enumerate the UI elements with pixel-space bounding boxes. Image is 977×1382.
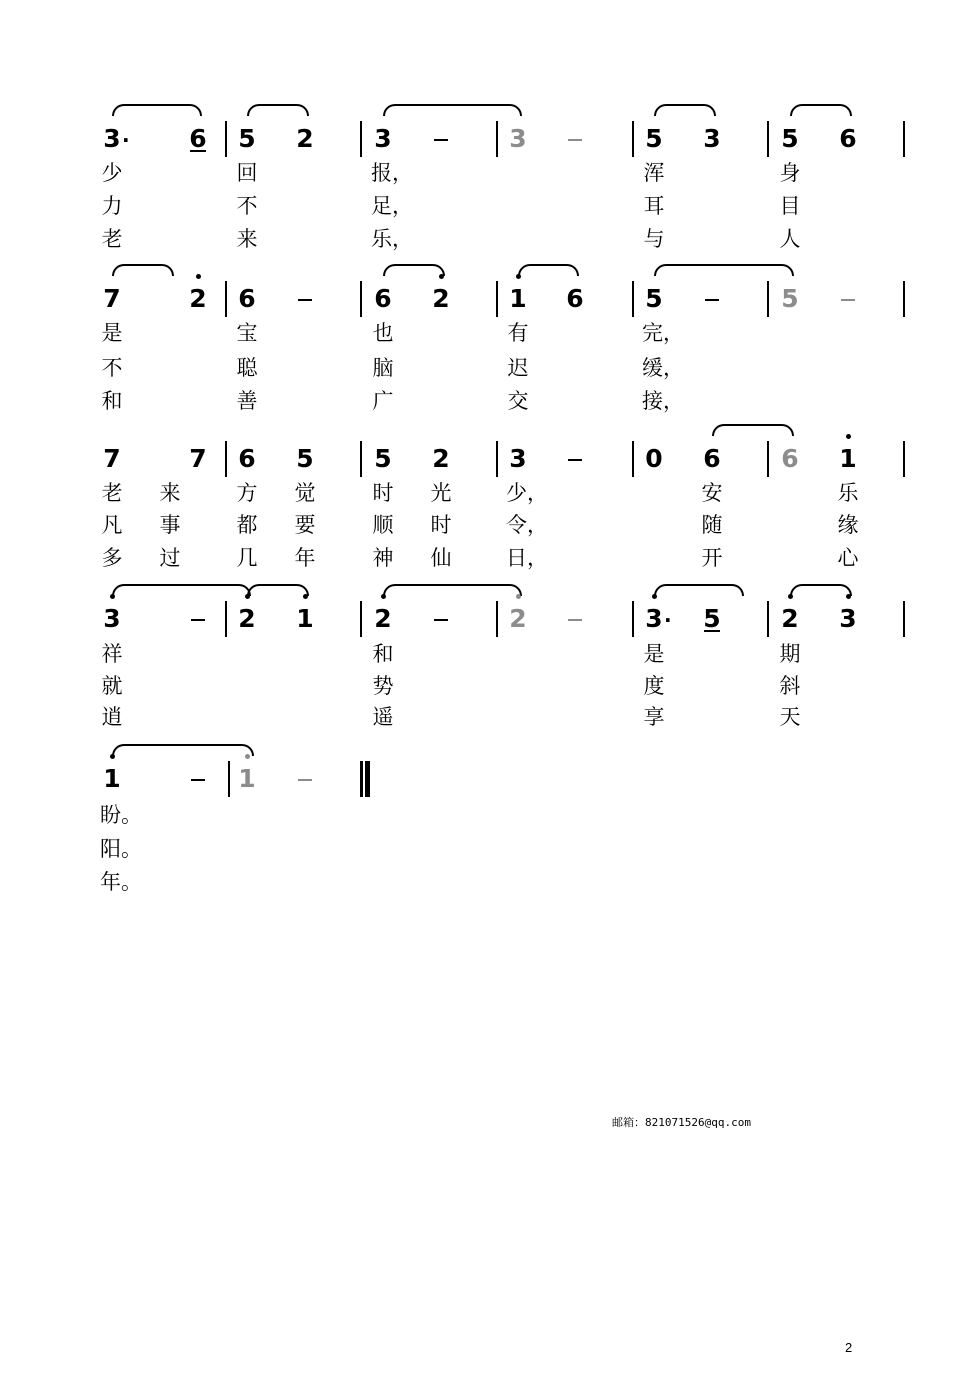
sustain-dash xyxy=(298,299,312,301)
bar-line xyxy=(632,281,634,317)
lyric-syllable: 报， xyxy=(371,161,413,185)
lyric-syllable: 浑 xyxy=(643,161,665,185)
bar-line xyxy=(496,441,498,477)
octave-dot xyxy=(846,594,851,599)
lyric-syllable: 都 xyxy=(236,513,258,537)
lyric-syllable: 随 xyxy=(701,513,723,537)
lyric-syllable: 心 xyxy=(837,546,859,570)
lyric-syllable: 斜 xyxy=(779,674,801,698)
octave-dot xyxy=(303,594,308,599)
octave-dot xyxy=(381,594,386,599)
augmentation-dot: · xyxy=(664,608,672,632)
lyric-syllable: 少， xyxy=(506,481,548,505)
note: 7 xyxy=(103,444,121,473)
lyric-syllable: 要 xyxy=(294,513,316,537)
octave-dot xyxy=(788,594,793,599)
lyric-syllable: 不 xyxy=(236,194,258,218)
note: 1 xyxy=(238,764,256,793)
octave-dot xyxy=(652,594,657,599)
bar-line xyxy=(360,121,362,157)
final-bar-thick xyxy=(365,761,370,797)
lyric-syllable: 时 xyxy=(372,481,394,505)
slur xyxy=(790,584,852,596)
lyric-syllable: 交 xyxy=(507,389,529,413)
note: 6 xyxy=(703,444,721,473)
lyric-syllable: 时 xyxy=(430,513,452,537)
lyric-syllable: 年。 xyxy=(100,870,142,894)
lyric-syllable: 脑 xyxy=(372,356,394,380)
note: 6 xyxy=(566,284,584,313)
lyric-syllable: 光 xyxy=(430,481,452,505)
bar-line xyxy=(225,601,227,637)
augmentation-dot: · xyxy=(122,128,130,152)
bar-line xyxy=(632,441,634,477)
note: 1 xyxy=(839,444,857,473)
lyric-syllable: 身 xyxy=(779,161,801,185)
lyric-syllable: 和 xyxy=(372,642,394,666)
octave-dot xyxy=(439,274,444,279)
note: 6 xyxy=(374,284,392,313)
bar-line xyxy=(632,121,634,157)
bar-line xyxy=(767,121,769,157)
lyric-syllable: 年 xyxy=(294,546,316,570)
lyric-syllable: 乐 xyxy=(837,481,859,505)
lyric-syllable: 有 xyxy=(507,321,529,345)
slur xyxy=(383,584,522,596)
sustain-dash xyxy=(841,299,855,301)
note: 0 xyxy=(645,444,663,473)
note: 3 xyxy=(509,444,527,473)
slur xyxy=(383,264,445,276)
slur xyxy=(247,104,309,116)
lyric-syllable: 老 xyxy=(101,481,123,505)
bar-line xyxy=(496,601,498,637)
octave-dot xyxy=(516,274,521,279)
note: 2 xyxy=(509,604,527,633)
note: 6 xyxy=(238,284,256,313)
lyric-syllable: 少 xyxy=(101,161,123,185)
footer-email: 邮箱：821071526@qq.com xyxy=(612,1116,751,1129)
note: 2 xyxy=(374,604,392,633)
note: 1 xyxy=(509,284,527,313)
slur xyxy=(383,104,522,116)
lyric-syllable: 来 xyxy=(159,481,181,505)
sustain-dash xyxy=(298,779,312,781)
lyric-syllable: 不 xyxy=(101,356,123,380)
lyric-syllable: 宝 xyxy=(236,321,258,345)
lyric-syllable: 也 xyxy=(372,321,394,345)
bar-line xyxy=(225,121,227,157)
note: 3 xyxy=(374,124,392,153)
octave-dot xyxy=(196,274,201,279)
lyric-syllable: 仙 xyxy=(430,546,452,570)
lyric-syllable: 阳。 xyxy=(100,837,142,861)
sustain-dash xyxy=(191,619,205,621)
lyric-syllable: 接， xyxy=(642,389,684,413)
lyric-syllable: 是 xyxy=(643,642,665,666)
note: 3 xyxy=(645,604,663,633)
bar-line xyxy=(496,121,498,157)
octave-dot xyxy=(245,594,250,599)
note: 6 xyxy=(839,124,857,153)
bar-line xyxy=(903,441,905,477)
sustain-dash xyxy=(568,619,582,621)
lyric-syllable: 目 xyxy=(779,194,801,218)
lyric-syllable: 聪 xyxy=(236,356,258,380)
sustain-dash xyxy=(705,299,719,301)
note: 1 xyxy=(296,604,314,633)
lyric-syllable: 觉 xyxy=(294,481,316,505)
lyric-syllable: 缓， xyxy=(642,356,684,380)
bar-line xyxy=(767,601,769,637)
lyric-syllable: 顺 xyxy=(372,513,394,537)
lyric-syllable: 日， xyxy=(506,546,548,570)
note: 2 xyxy=(432,284,450,313)
note: 5 xyxy=(645,284,663,313)
bar-line xyxy=(903,121,905,157)
note: 5 xyxy=(238,124,256,153)
lyric-syllable: 盼。 xyxy=(100,803,142,827)
lyric-syllable: 与 xyxy=(643,227,665,251)
lyric-syllable: 天 xyxy=(779,705,801,729)
bar-line xyxy=(360,601,362,637)
note: 3 xyxy=(103,604,121,633)
sustain-dash xyxy=(434,619,448,621)
lyric-syllable: 遥 xyxy=(372,705,394,729)
sustain-dash xyxy=(568,459,582,461)
slur xyxy=(790,104,852,116)
lyric-syllable: 多 xyxy=(101,546,123,570)
lyric-syllable: 令， xyxy=(506,513,548,537)
note: 6 xyxy=(238,444,256,473)
slur xyxy=(112,264,174,276)
lyric-syllable: 足， xyxy=(371,194,413,218)
lyric-syllable: 神 xyxy=(372,546,394,570)
lyric-syllable: 方 xyxy=(236,481,258,505)
bar-line xyxy=(225,441,227,477)
lyric-syllable: 善 xyxy=(236,389,258,413)
bar-line xyxy=(360,281,362,317)
bar-line xyxy=(225,281,227,317)
octave-dot xyxy=(245,754,250,759)
lyric-syllable: 过 xyxy=(159,546,181,570)
final-bar-thin xyxy=(360,761,363,797)
lyric-syllable: 缘 xyxy=(837,513,859,537)
note: 2 xyxy=(781,604,799,633)
slur xyxy=(112,744,254,756)
lyric-syllable: 期 xyxy=(779,642,801,666)
note: 5 xyxy=(781,284,799,313)
lyric-syllable: 就 xyxy=(101,674,123,698)
note: 2 xyxy=(432,444,450,473)
lyric-syllable: 势 xyxy=(372,674,394,698)
bar-line xyxy=(632,601,634,637)
lyric-syllable: 力 xyxy=(101,194,123,218)
page-number: 2 xyxy=(845,1340,853,1355)
lyric-syllable: 享 xyxy=(643,705,665,729)
lyric-syllable: 是 xyxy=(101,321,123,345)
note: 5 xyxy=(645,124,663,153)
slur xyxy=(247,584,309,596)
note: 3 xyxy=(839,604,857,633)
note: 3 xyxy=(103,124,121,153)
bar-line xyxy=(903,281,905,317)
note: 1 xyxy=(103,764,121,793)
lyric-syllable: 耳 xyxy=(643,194,665,218)
lyric-syllable: 来 xyxy=(236,227,258,251)
note: 3 xyxy=(703,124,721,153)
lyric-syllable: 几 xyxy=(236,546,258,570)
bar-line xyxy=(767,441,769,477)
sustain-dash xyxy=(434,139,448,141)
note: 2 xyxy=(189,284,207,313)
note: 2 xyxy=(296,124,314,153)
note: 3 xyxy=(509,124,527,153)
lyric-syllable: 广 xyxy=(372,389,394,413)
note: 6 xyxy=(186,124,210,154)
note: 6 xyxy=(781,444,799,473)
slur xyxy=(112,584,251,596)
slur xyxy=(654,584,744,596)
bar-line xyxy=(496,281,498,317)
lyric-syllable: 人 xyxy=(779,227,801,251)
lyric-syllable: 安 xyxy=(701,481,723,505)
slur xyxy=(712,424,794,436)
bar-line xyxy=(360,441,362,477)
lyric-syllable: 事 xyxy=(159,513,181,537)
sustain-dash xyxy=(568,139,582,141)
lyric-syllable: 迟 xyxy=(507,356,529,380)
slur xyxy=(518,264,579,276)
octave-dot xyxy=(516,594,521,599)
note: 5 xyxy=(781,124,799,153)
slur xyxy=(654,264,794,276)
octave-dot xyxy=(846,434,851,439)
lyric-syllable: 开 xyxy=(701,546,723,570)
lyric-syllable: 逍 xyxy=(101,705,123,729)
octave-dot xyxy=(110,594,115,599)
lyric-syllable: 和 xyxy=(101,389,123,413)
lyric-syllable: 祥 xyxy=(101,642,123,666)
lyric-syllable: 老 xyxy=(101,227,123,251)
lyric-syllable: 乐， xyxy=(371,227,413,251)
note: 7 xyxy=(189,444,207,473)
note: 5 xyxy=(700,604,724,634)
lyric-syllable: 完， xyxy=(642,321,684,345)
lyric-syllable: 回 xyxy=(236,161,258,185)
bar-line xyxy=(767,281,769,317)
note: 2 xyxy=(238,604,256,633)
bar-line xyxy=(228,761,230,797)
octave-dot xyxy=(110,754,115,759)
lyric-syllable: 度 xyxy=(643,674,665,698)
sustain-dash xyxy=(191,779,205,781)
slur xyxy=(112,104,202,116)
lyric-syllable: 凡 xyxy=(101,513,123,537)
slur xyxy=(654,104,716,116)
bar-line xyxy=(903,601,905,637)
note: 7 xyxy=(103,284,121,313)
note: 5 xyxy=(374,444,392,473)
note: 5 xyxy=(296,444,314,473)
